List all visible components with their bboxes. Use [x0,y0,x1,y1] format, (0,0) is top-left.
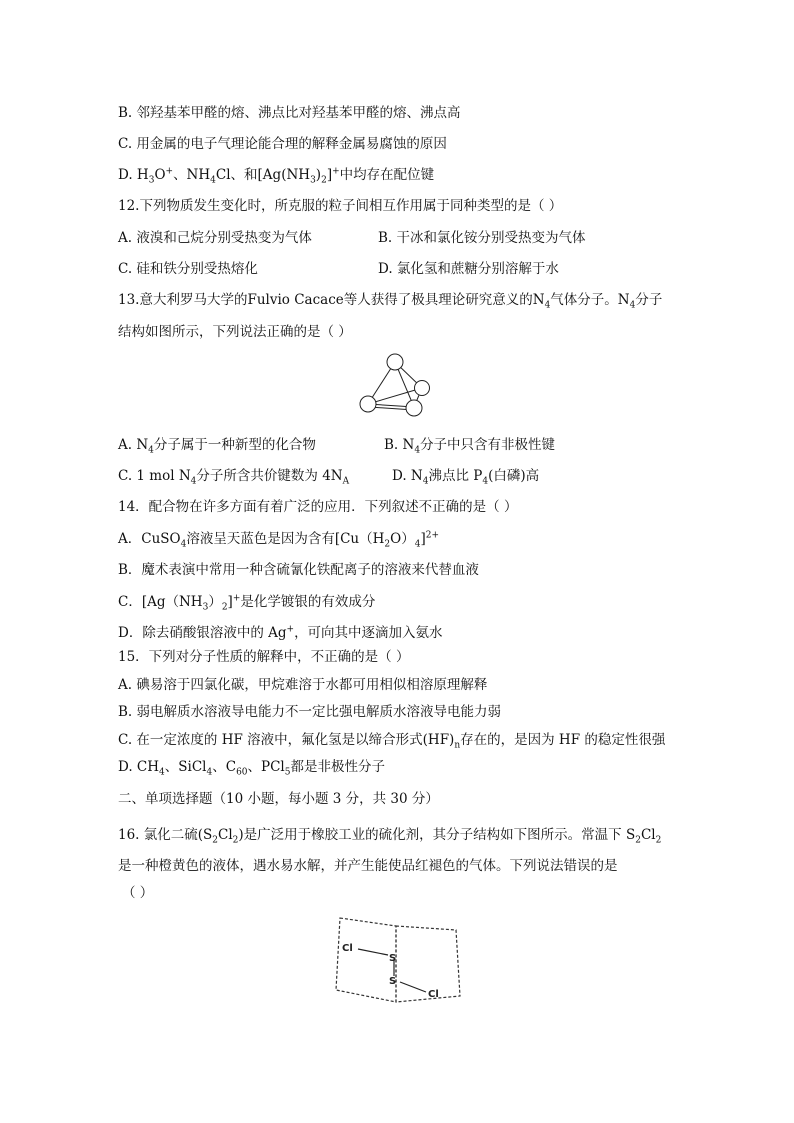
q14-stem: 14．配合物在许多方面有着广泛的应用．下列叙述不正确的是（ ） [118,499,518,515]
q13-stem-line1: 13.意大利罗马大学的Fulvio Cacace等人获得了极具理论研究意义的$N_4$气体分子。$N_4$分子 [118,292,663,311]
q16-answer-bracket: （ ） [122,885,154,901]
q13-stem-line2: 结构如图所示，下列说法正确的是（ ） [118,324,352,340]
q12-option-c: C. 硅和铁分别受热熔化 [118,261,258,277]
q11-option-b: B. 邻羟基苯甲醛的熔、沸点比对羟基苯甲醛的熔、沸点高 [118,105,461,121]
q14-option-c: C．$[Ag(NH_3)_2]^+$是化学镀银的有效成分 [118,593,376,613]
sulfur-atom-label: S [389,976,397,987]
chlorine-atom-label: Cl [428,989,439,1000]
q12-option-d: D. 氯化氢和蔗糖分别溶解于水 [378,261,559,277]
q11-option-c: C. 用金属的电子气理论能合理的解释金属易腐蚀的原因 [118,136,447,152]
q12-option-b: B. 干冰和氯化铵分别受热变为气体 [378,230,586,246]
q14-option-a: A．CuSO$_4$溶液呈天蓝色是因为含有$[Cu(H_2O)_4]^{2+}$ [118,530,440,550]
q16-stem-line1: 16. 氯化二硫$(S_2Cl_2)$是广泛用于橡胶工业的硫化剂，其分子结构如下图所示。常温下 $S_2Cl_2$ [118,827,662,846]
q13-option-d: D. $N_4$沸点比 $P_4$(白磷)高 [392,468,540,487]
q13-option-a: A. $N_4$分子属于一种新型的化合物 [118,437,316,456]
q16-stem-line2: 是一种橙黄色的液体，遇水易水解，并产生能使品红褪色的气体。下列说法错误的是 [118,858,618,874]
q11-option-d: D. $H_3O^+$、$NH_4Cl$、和$[Ag(NH_3)_2]^+$中均存在配位键 [118,166,435,186]
q15-option-b: B. 弱电解质水溶液导电能力不一定比强电解质水溶液导电能力弱 [118,704,502,720]
q15-option-c: C. 在一定浓度的 HF 溶液中，氟化氢是以缔合形式$(HF)_n$存在的，是因为 HF 的稳定性很强 [118,732,666,751]
q15-stem: 15．下列对分子性质的解释中，不正确的是（ ） [118,649,410,665]
chlorine-atom-label: Cl [342,943,353,954]
sulfur-atom-label: S [389,953,397,964]
q15-option-d: D. $CH_4$、SiCl$_4$、$C_{60}$、PCl$_5$都是非极性分子 [118,759,385,778]
section-heading: 二、单项选择题（10 小题，每小题 3 分，共 30 分） [118,791,439,807]
s2cl2-diagram-icon [330,912,466,1004]
q13-option-b: B. $N_4$分子中只含有非极性键 [384,437,556,456]
tetrahedron-icon [354,352,436,418]
q13-option-c: C. 1 mol $N_4$分子所含共价键数为 $4N_A$ [118,468,350,487]
q14-option-b: B．魔术表演中常用一种含硫氰化铁配离子的溶液来代替血液 [118,562,479,578]
q12-option-a: A. 液溴和己烷分别受热变为气体 [118,230,312,246]
q14-option-d: D．除去硝酸银溶液中的 Ag+，可向其中逐滴加入氨水 [118,624,443,641]
q12-stem: 12.下列物质发生变化时，所克服的粒子间相互作用属于同种类型的是（ ） [118,198,563,214]
q15-option-a: A. 碘易溶于四氯化碳，甲烷难溶于水都可用相似相溶原理解释 [118,677,488,693]
